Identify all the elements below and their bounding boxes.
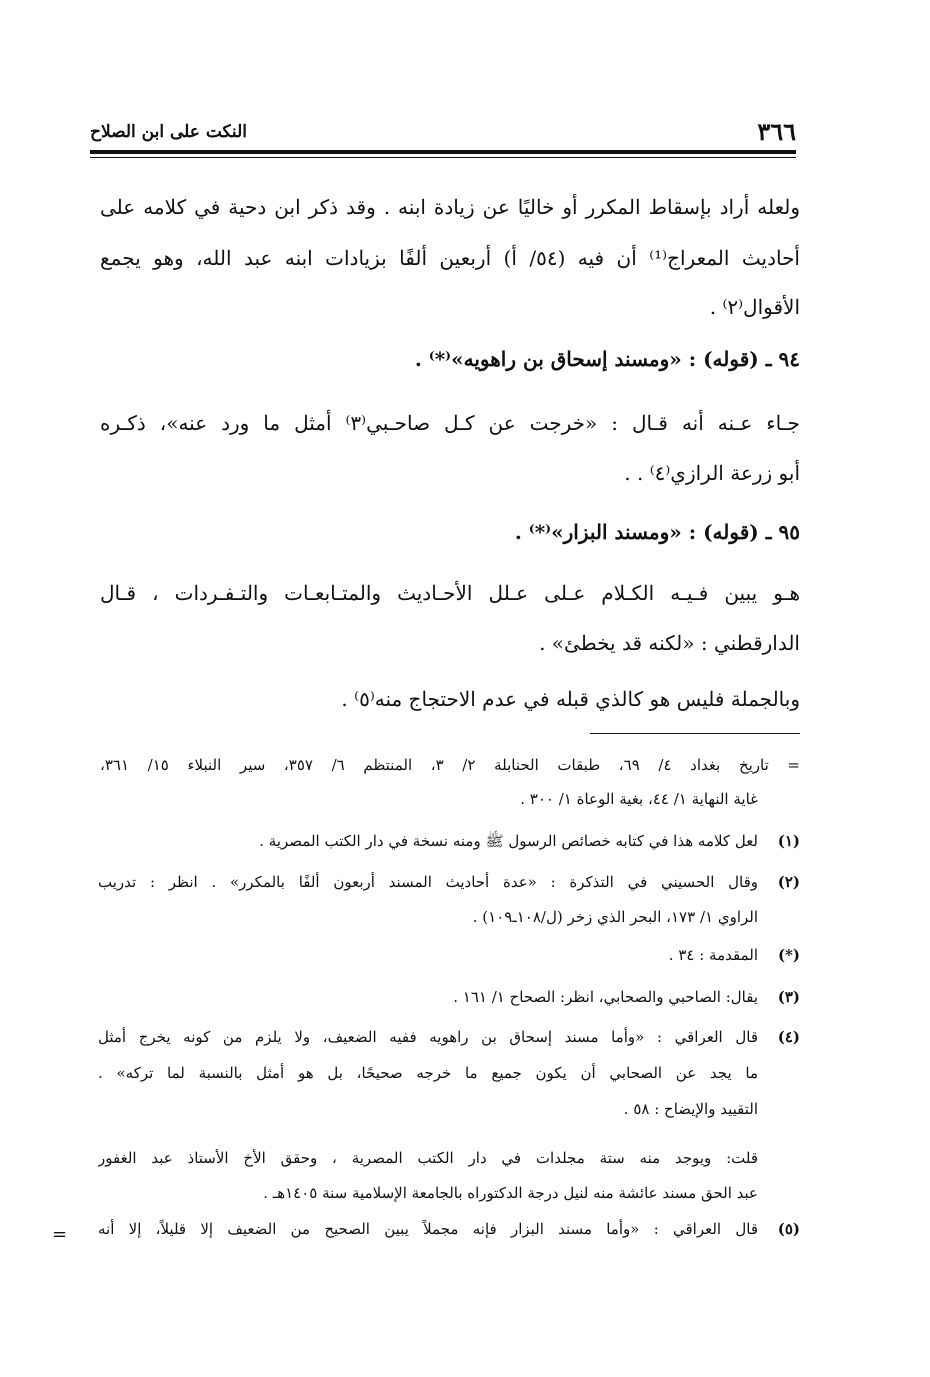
footnote-number-3: (٣)	[777, 988, 800, 1006]
body-line: الدارقطني : «لكنه قد يخطئ» .	[539, 631, 800, 655]
footnote-3-line: يقال: الصاحبي والصحابي، انظر: الصحاح ١/ ١٦١ .	[453, 988, 758, 1006]
body-line: أبو زرعة الرازي⁽٤⁾ . .	[624, 461, 800, 485]
footnote-number-4: (٤)	[777, 1028, 800, 1046]
section-heading-95: ٩٥ ـ (قوله) : «ومسند البزار»⁽*⁾ .	[514, 520, 800, 544]
body-line: جـاء عـنه أنه قـال : «خرجت عن كـل صاحـبي⁽٣⁾ أمثل ما ورد عنه»، ذكـره	[100, 411, 800, 435]
page-number: ٣٦٦	[757, 117, 796, 146]
header-rule-thick	[90, 150, 796, 154]
footnote-4-line: عبد الحق مسند عائشة منه لنيل درجة الدكتوراه بالجامعة الإسلامية سنة ١٤٠٥هـ .	[263, 1184, 758, 1202]
footnote-continuation-line: غاية النهاية ١/ ٤٤، بغية الوعاة ١/ ٣٠٠ .	[520, 790, 758, 808]
footnote-4-line: التقييد والإيضاح : ٥٨ .	[623, 1100, 758, 1118]
continuation-mark: =	[52, 1224, 68, 1245]
footnote-number-5: (٥)	[777, 1220, 800, 1238]
footnote-star-line: المقدمة : ٣٤ .	[668, 946, 758, 964]
footnote-2-line: الراوي ١/ ١٧٣، البحر الذي زخر (ل/١٠٨ـ١٠٩) .	[472, 908, 758, 926]
footnote-number-1: (١)	[777, 832, 800, 850]
footnote-2-line: وقال الحسيني في التذكرة : «عدة أحاديث المسند أربعون ألفًا بالمكرر» . انظر : تدريب	[98, 873, 758, 891]
footnote-4-line: قلت: ويوجد منه ستة مجلدات في دار الكتب المصرية ، وحقق الأخ الأستاذ عبد الغفور	[98, 1149, 758, 1167]
body-line: الأقوال⁽٢⁾ .	[709, 295, 800, 319]
body-line: هـو يبين فـيـه الكـلام عـلى عـلل الأحـاديث والمتـابعـات والتـفـردات ، قـال	[100, 581, 800, 605]
footnote-number-2: (٢)	[777, 873, 800, 891]
header-rule-thin	[90, 157, 796, 158]
section-heading-94: ٩٤ ـ (قوله) : «ومسند إسحاق بن راهويه»⁽*⁾ .	[414, 347, 800, 371]
footnote-1-line: لعل كلامه هذا في كتابه خصائص الرسول ﷺ ومنه نسخة في دار الكتب المصرية .	[259, 832, 758, 850]
page-header	[90, 118, 796, 146]
body-line: ولعله أراد بإسقاط المكرر أو خاليًا عن زيادة ابنه . وقد ذكر ابن دحية في كلامه على	[100, 195, 800, 219]
footnote-4-line: قال العراقي : «وأما مسند إسحاق بن راهويه ففيه الضعيف، ولا يلزم من كونه يخرج أمثل	[98, 1028, 758, 1046]
body-line: أحاديث المعراج⁽¹⁾ أن فيه (٥٤/ أ) أربعين ألفًا بزيادات ابنه عبد الله، وهو يجمع	[100, 246, 800, 270]
footnote-continuation-line: = تاريخ بغداد ٤/ ٦٩، طبقات الحنابلة ٢/ ٣، المنتظم ٦/ ٣٥٧، سير النبلاء ١٥/ ٣٦١،	[100, 756, 800, 774]
footnote-number-star: (*)	[777, 946, 800, 964]
running-title: النكت على ابن الصلاح	[90, 122, 247, 142]
footnote-4-line: ما يجد عن الصحابي أن يكون جميع ما خرجه صحيحًا، بل هو أمثل بالنسبة لما تركه» .	[98, 1064, 758, 1082]
body-line: وبالجملة فليس هو كالذي قبله في عدم الاحتجاج منه⁽٥⁾ .	[341, 687, 800, 711]
footnote-separator	[590, 733, 800, 734]
footnote-5-line: قال العراقي : «وأما مسند البزار فإنه مجملاً يبين الصحيح من الضعيف إلا قليلاً، إلا أنه	[98, 1220, 758, 1238]
